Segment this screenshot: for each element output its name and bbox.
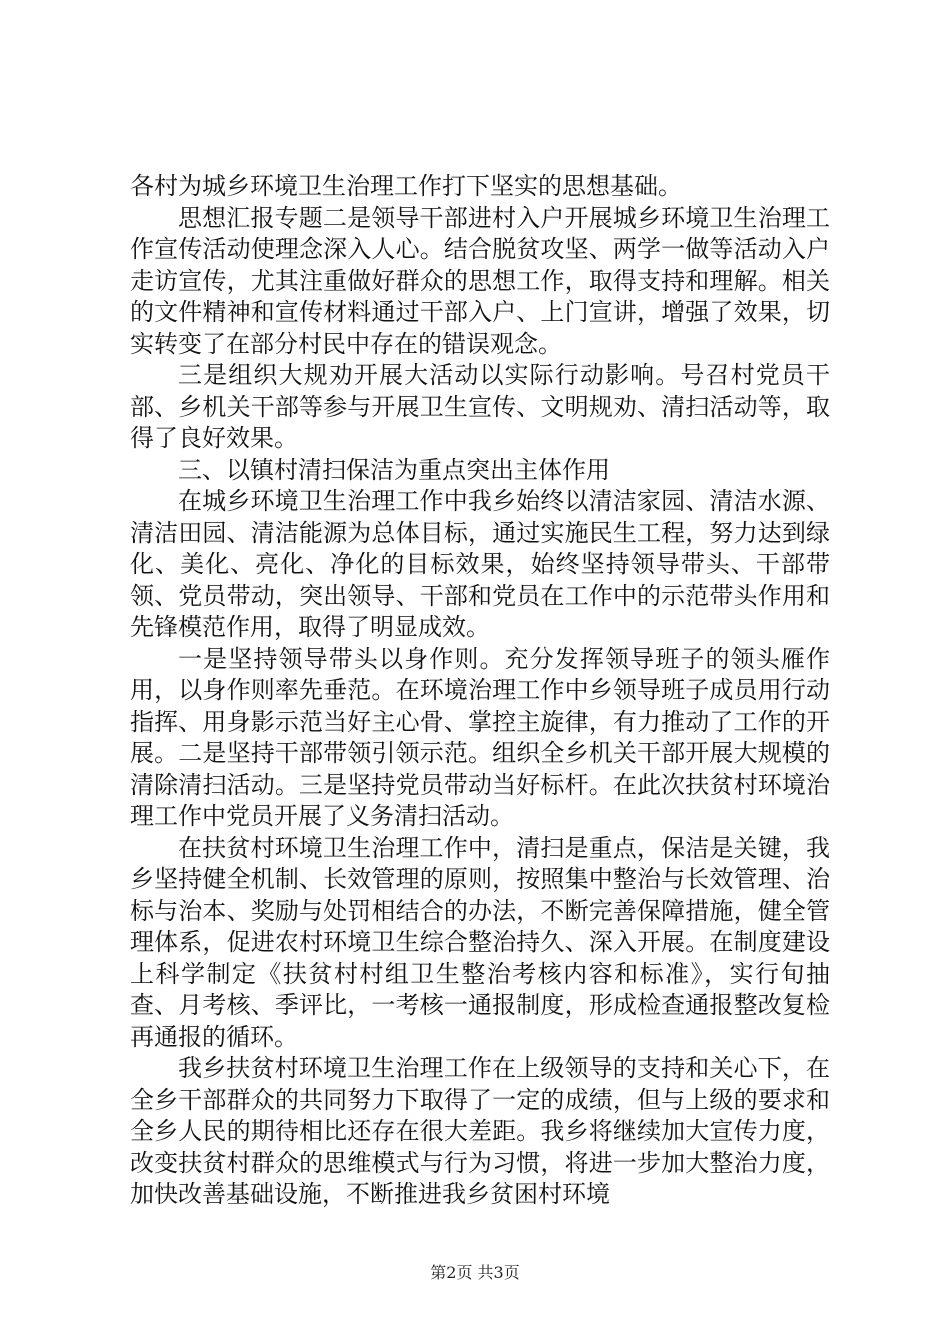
document-body <box>130 171 830 1211</box>
paragraph-3: 三是组织大规劝开展大活动以实际行动影响。号召村党员干部、乡机关干部等参与开展卫生宣传、文明规劝、清扫活动等，取得了良好效果。 <box>130 361 830 452</box>
section-heading-3: 三、以镇村清扫保洁为重点突出主体作用 <box>178 455 610 484</box>
page-footer <box>0 1263 950 1283</box>
paragraph-5: 在城乡环境卫生治理工作中我乡始终以清洁家园、清洁水源、清洁田园、清洁能源为总体目标，通过实施民生工程，努力达到绿化、美化、亮化、净化的目标效果，始终坚持领导带头、干部带领、党员带动，突出领导、干部和党员在工作中的示范带头作用和先锋模范作用，取得了明显成效。 <box>130 487 830 641</box>
paragraph-8: 我乡扶贫村环境卫生治理工作在上级领导的支持和关心下，在全乡干部群众的共同努力下取得了一定的成绩，但与上级的要求和全乡人民的期待相比还存在很大差距。我乡将继续加大宣传力度，改变扶贫村群众的思维模式与行为习惯，将进一步加大整治力度，加快改善基础设施，不断推进我乡贫困村环境 <box>130 1054 830 1208</box>
paragraph-7: 在扶贫村环境卫生治理工作中，清扫是重点，保洁是关键，我乡坚持健全机制、长效管理的原则，按照集中整治与长效管理、治标与治本、奖励与处罚相结合的办法，不断完善保障措施，健全管理体系，促进农村环境卫生综合整治持久、深入开展。在制度建设上科学制定《扶贫村村组卫生整治考核内容和标准》，实行旬抽查、月考核、季评比，一考核一通报制度，形成检查通报整改复检再通报的循环。 <box>130 833 830 1051</box>
page-number-label: 第2页 共3页 <box>430 1263 520 1282</box>
paragraph-6: 一是坚持领导带头以身作则。充分发挥领导班子的领头雁作用，以身作则率先垂范。在环境治理工作中乡领导班子成员用行动指挥、用身影示范当好主心骨、掌控主旋律，有力推动了工作的开展。二是坚持干部带领引领示范。组织全乡机关干部开展大规模的清除清扫活动。三是坚持党员带动当好标杆。在此次扶贫村环境治理工作中党员开展了义务清扫活动。 <box>130 644 830 830</box>
paragraph-2: 思想汇报专题二是领导干部进村入户开展城乡环境卫生治理工作宣传活动使理念深入人心。结合脱贫攻坚、两学一做等活动入户走访宣传，尤其注重做好群众的思想工作，取得支持和理解。相关的文件精神和宣传材料通过干部入户、上门宣讲，增强了效果，切实转变了在部分村民中存在的错误观念。 <box>130 203 830 358</box>
paragraph-1: 各村为城乡环境卫生治理工作打下坚实的思想基础。 <box>130 172 682 200</box>
